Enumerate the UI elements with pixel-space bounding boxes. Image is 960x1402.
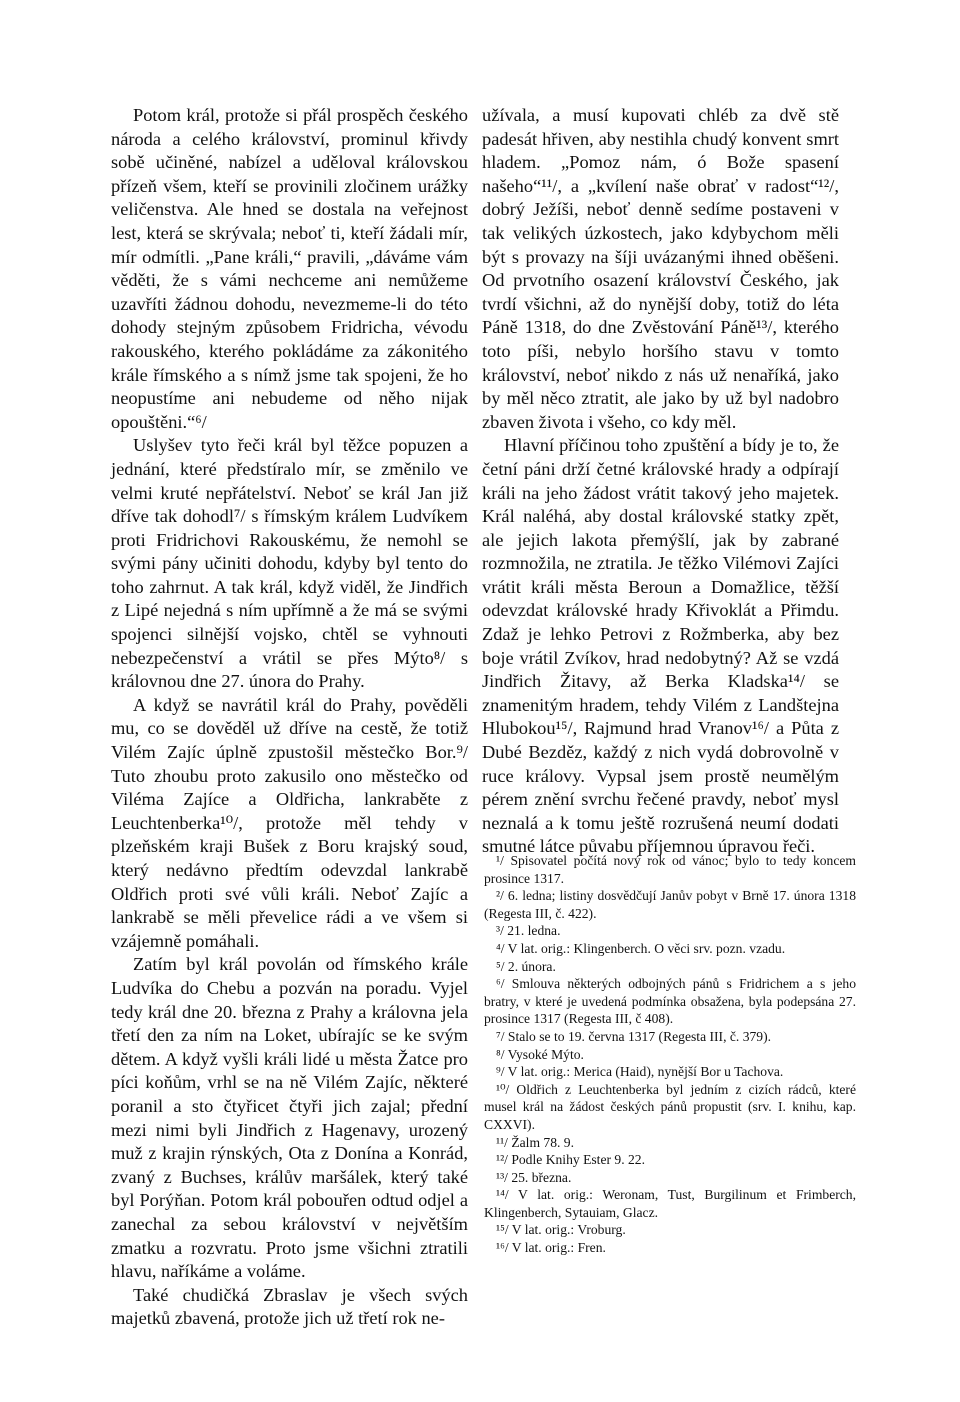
footnote: ¹⁰/ Oldřich z Leuchtenberka byl jedním z cizích rádců, které musel král na žádost českých pánů propustit (srv. I. knihu, kap. CXXVI). <box>484 1081 856 1132</box>
body-paragraph: Také chudičká Zbraslav je všech svých majetků zbavená, protože jich už třetí rok ne- <box>111 1284 468 1329</box>
footnote: ⁶/ Smlouva některých odbojných pánů s Fridrichem a s jeho bratry, v které je uvedená podmínka obsažena, byla podepsána 27. prosince 1317 (Regesta III, č 408). <box>484 976 856 1027</box>
footnote: ⁵/ 2. února. <box>496 958 556 974</box>
footnote: ²/ 6. ledna; listiny dosvědčují Janův pobyt v Brně 17. února 1318 (Regesta III, č. 422). <box>484 888 856 921</box>
footnote: ¹⁶/ V lat. orig.: Fren. <box>496 1240 606 1256</box>
footnote: ¹⁴/ V lat. orig.: Weronam, Tust, Burgilinum et Frimberch, Klingenberch, Sytauiam, Glacz. <box>484 1187 856 1220</box>
footnote: ¹³/ 25. března. <box>496 1169 572 1185</box>
body-paragraph: Zatím byl král povolán od římského krále Ludvíka do Chebu a pozván na poradu. Vyjel tedy král dne 20. března z Prahy a královna jela třetí den za ním na Loket, ubírajíc se ke svým dětem. A když vyšli králi lidé u města Žatce pro píci koňům, vrhl se na ně Vilém Zajíc, některé poranil a sto čtyřicet čtyři jich zajal; přední mezi nimi byli Jindřich z Hagenavy, urozený muž z krajin rýnských, Ota z Donína a Konrád, zvaný z Buchses, králův maršálek, který také byl Porýňan. Potom král pobouřen odtud odjel a zanechal za sebou království v největším zmatku a rozvratu. Proto jsme všichni ztratili hlavu, naříkáme a voláme. <box>111 954 468 1282</box>
footnote: ⁸/ Vysoké Mýto. <box>496 1046 584 1062</box>
body-paragraph: A když se navrátil král do Prahy, pověděli mu, co se dověděl už dříve na cestě, že totiž Vilém Zajíc úplně zpustošil městečko Bor.⁹/ Tuto zhoubu proto zakusilo ono městečko od Viléma Zajíce a Oldřicha, lankraběte z Leuchtenberka¹⁰/, protože měl tehdy v plzeňském kraji Bušek z Boru krajský soud, který nedávno předtím odevzdal lankrabě Oldřich proti své vůli králi. Neboť Zajíc a lankrabě se měli převelice rádi a ve všem si vzájemně pomáhali. <box>111 694 468 951</box>
body-paragraph: Potom král, protože si přál prospěch českého národa a celého království, prominul křivdy sobě učiněné, nabízel a uděloval královskou přízeň všem, kteří se provinili zločinem urážky veličenstva. Ale hned se dostala na veřejnost lest, která se skrývala; neboť ti, kteří žádali mír, mír odmítli. „Pane králi,“ pravili, „dáváme vám věděti, že s vámi nechceme ani nemůžeme uzavříti žádnou dohodu, nevezmeme-li do této dohody stejným způsobem Fridricha, vévodu rakouského, kterého pokládáme za zákonitého krále římského a s nímž jsme tak spojeni, že ho neopustíme ani nebudeme od něho nijak opouštěni.“⁶/ <box>111 105 468 432</box>
footnote: ⁷/ Stalo se to 19. června 1317 (Regesta III, č. 379). <box>496 1028 772 1044</box>
footnote: ⁹/ V lat. orig.: Merica (Haid), nynější Bor u Tachova. <box>496 1064 784 1080</box>
body-paragraph: užívala, a musí kupovati chléb za dvě stě padesát hřiven, aby nestihla chudý konvent smrt hladem. „Pomoz nám, ó Bože spasení našeho“¹¹/, a „kvílení naše obrať v radost“¹²/, dobrý Ježíši, neboť denně sedíme postaveni v tak velikých úzkostech, jako kdybychom měli být s provazy na šíji uvázanými ihned oběšeni. Od prvotního osazení království Českého, jak tvrdí všichni, až do nynější doby, totiž do léta Páně 1318, do dne Zvěstování Páně¹³/, kterého toto píši, nebylo horšího stavu v tomto království, neboť nikdo z nás už nenaříká, jako by měl něco ztratit, ale jako by už byl nadobro zbaven života i všeho, co kdy měl. <box>482 105 839 432</box>
footnote: ⁴/ V lat. orig.: Klingenberch. O věci srv. pozn. vzadu. <box>496 940 786 956</box>
footnote: ³/ 21. ledna. <box>496 923 561 939</box>
footnote: ¹/ Spisovatel počítá nový rok od vánoc; bylo to tedy koncem prosince 1317. <box>484 853 856 886</box>
right-text-column <box>482 104 839 859</box>
left-text-column <box>111 104 468 1331</box>
footnotes-section <box>484 852 856 1257</box>
body-paragraph: Uslyšev tyto řeči král byl těžce popuzen a jednání, které předstíralo mír, se změnilo ve velmi kruté nepřátelství. Neboť se král Jan již dříve tak dohodl⁷/ s římským králem Ludvíkem proti Fridrichovi Rakouskému, že nemohl se svými pány učiniti dohodu, kdyby byl tento do toho zahrnut. A tak král, když viděl, že Jindřich z Lipé nejedná s ním upřímně a že má se svými spojenci silnější vojsko, chtěl se vyhnouti nebezpečenství a vrátil se přes Mýto⁸/ s královnou dne 27. února do Prahy. <box>111 435 468 692</box>
footnote: ¹¹/ Žalm 78. 9. <box>496 1134 574 1150</box>
footnote: ¹²/ Podle Knihy Ester 9. 22. <box>496 1152 645 1168</box>
body-paragraph: Hlavní příčinou toho zpuštění a bídy je to, že četní páni drží četné královské hrady a odpírají králi na jeho žádost vrátit takový jeho majetek. Král naléhá, aby dostal královské statky zpět, ale jejich lakota přemýšlí, jak by zabrané rozmnožila, ne ztratila. Je těžko Vilémovi Zajíci vrátit králi města Beroun a Domažlice, těžší odevzdat královské hrady Křivoklát a Přimdu. Zdaž je lehko Petrovi z Rožmberka, aby bez boje vrátil Zvíkov, hrad nedobytný? Až se vzdá Jindřich Žitavy, až Berka Kladska¹⁴/ se znamenitým hradem, tehdy Vilém z Landštejna Hlubokou¹⁵/, Rajmund hrad Vranov¹⁶/ a Půta z Dubé Bezděz, každý z nich vydá dobrovolně v ruce královy. Vypsal jsem prostě neumělým pérem znění svrchu řečené pravdy, neboť mysl neznalá a k tomu ještě rozrušená neumí dodati smutné látce půvabu příjemnou úpravou řeči. <box>482 435 839 857</box>
footnote: ¹⁵/ V lat. orig.: Vroburg. <box>496 1222 626 1238</box>
